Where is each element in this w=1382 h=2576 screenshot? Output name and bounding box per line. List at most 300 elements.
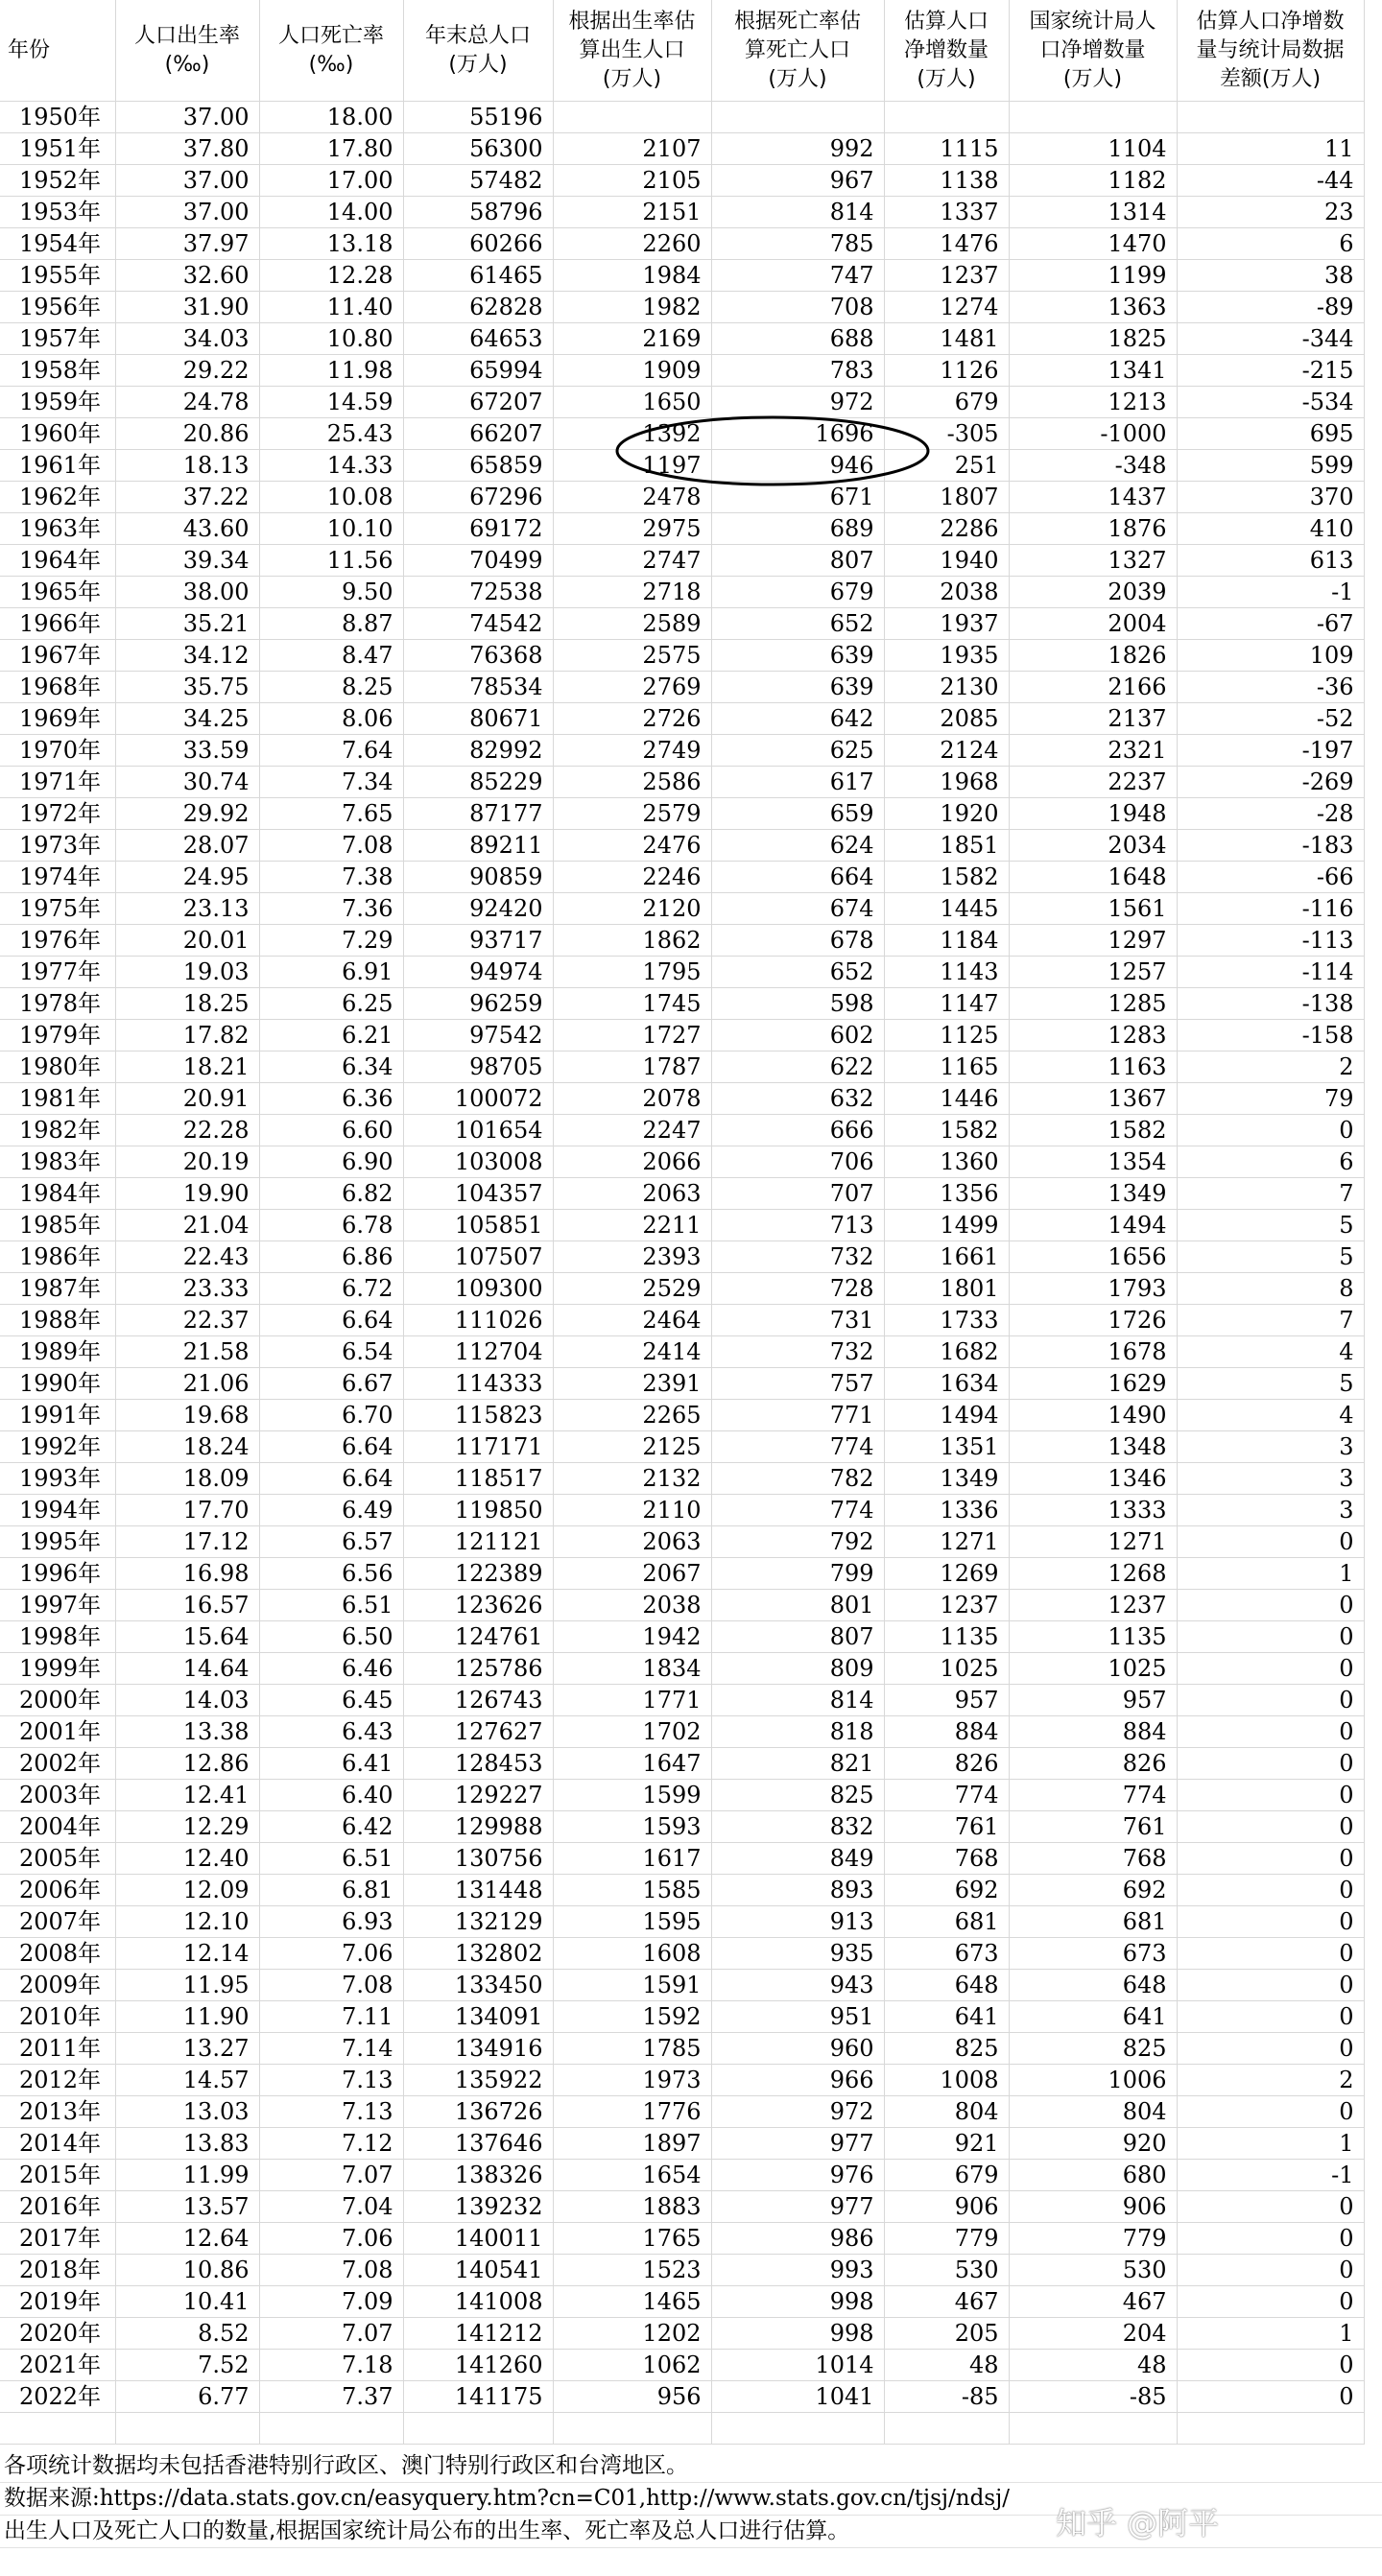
data-cell: 779 [884,2223,1009,2255]
data-cell: 1648 [1009,862,1177,893]
data-cell: 14.00 [259,197,403,228]
data-cell: 17.70 [115,1495,259,1526]
year-cell: 1972年 [0,798,115,830]
data-cell: 2414 [553,1336,711,1368]
data-cell: 1349 [1009,1178,1177,1210]
column-header-line: 年份 [8,37,51,62]
data-cell: 7.09 [259,2286,403,2318]
data-cell: 3 [1177,1431,1364,1463]
data-cell: 139232 [403,2191,553,2223]
data-cell: 67207 [403,387,553,418]
data-cell: 1041 [711,2381,884,2413]
data-cell: 6.86 [259,1241,403,1273]
data-cell: -344 [1177,323,1364,355]
data-cell: 2393 [553,1241,711,1273]
data-cell: -85 [1009,2381,1177,2413]
data-cell: 801 [711,1590,884,1621]
data-cell: 1445 [884,893,1009,925]
table-row [0,1716,1364,1748]
note-source: 数据来源:https://data.stats.gov.cn/easyquery.htm?cn=C01,http://www.stats.gov.cn/tjsj/ndsj/ [0,2483,1382,2516]
data-cell: 530 [884,2255,1009,2286]
column-header-line: 估算人口 [903,9,989,34]
data-cell: 943 [711,1970,884,2001]
data-cell: 2034 [1009,830,1177,862]
data-cell: 6.42 [259,1811,403,1843]
data-cell: 2124 [884,735,1009,767]
data-cell: 138326 [403,2160,553,2191]
data-cell: 21.04 [115,1210,259,1241]
table-row [0,2318,1364,2350]
data-cell: 7.29 [259,925,403,957]
data-cell: 7.13 [259,2096,403,2128]
table-row [0,1970,1364,2001]
year-cell: 1955年 [0,260,115,292]
data-cell: 825 [711,1780,884,1811]
data-cell: 1367 [1009,1083,1177,1115]
table-row [0,545,1364,577]
data-cell: 652 [711,608,884,640]
data-cell: 602 [711,1020,884,1052]
year-cell: 1953年 [0,197,115,228]
data-cell: 814 [711,197,884,228]
table-row [0,1558,1364,1590]
empty-cell [884,2413,1009,2445]
year-cell: 1965年 [0,577,115,608]
data-cell: 757 [711,1368,884,1400]
data-cell: 16.57 [115,1590,259,1621]
data-cell: 1682 [884,1336,1009,1368]
data-cell: 1599 [553,1780,711,1811]
data-cell: 774 [711,1495,884,1526]
data-cell: 34.25 [115,703,259,735]
data-cell: -305 [884,418,1009,450]
data-cell: -138 [1177,988,1364,1020]
data-cell: 126743 [403,1685,553,1716]
data-cell: 2063 [553,1526,711,1558]
data-cell: 1465 [553,2286,711,2318]
table-row [0,735,1364,767]
data-cell: 2476 [553,830,711,862]
data-cell: 2004 [1009,608,1177,640]
data-cell: 123626 [403,1590,553,1621]
data-cell: -89 [1177,292,1364,323]
data-cell: 681 [1009,1906,1177,1938]
data-cell: 1785 [553,2033,711,2065]
data-cell: 1 [1177,1558,1364,1590]
year-cell: 1979年 [0,1020,115,1052]
data-cell: 7.38 [259,862,403,893]
data-cell: 11.99 [115,2160,259,2191]
data-cell: 1617 [553,1843,711,1875]
column-header-8 [1177,0,1364,102]
data-cell: 125786 [403,1653,553,1685]
data-cell: 14.33 [259,450,403,482]
data-cell: 1582 [1009,1115,1177,1146]
table-row [0,1368,1364,1400]
data-cell: 6.49 [259,1495,403,1526]
data-cell: 135922 [403,2065,553,2096]
data-cell: 67296 [403,482,553,513]
data-cell: 7.11 [259,2001,403,2033]
data-cell: 10.86 [115,2255,259,2286]
data-cell: 251 [884,450,1009,482]
data-cell: 205 [884,2318,1009,2350]
data-cell: 1909 [553,355,711,387]
data-cell: 7.36 [259,893,403,925]
data-cell: 707 [711,1178,884,1210]
data-cell: 124761 [403,1621,553,1653]
data-cell: 6.40 [259,1780,403,1811]
data-cell: 1561 [1009,893,1177,925]
data-cell: 19.68 [115,1400,259,1431]
year-cell: 1963年 [0,513,115,545]
data-cell: 7.08 [259,2255,403,2286]
data-cell: 648 [884,1970,1009,2001]
table-row [0,355,1364,387]
data-cell: 6.64 [259,1431,403,1463]
data-cell: 17.80 [259,133,403,165]
data-cell: 2039 [1009,577,1177,608]
data-cell: 17.12 [115,1526,259,1558]
data-cell: 24.95 [115,862,259,893]
data-cell: 1765 [553,2223,711,2255]
data-cell: -158 [1177,1020,1364,1052]
data-cell: 1025 [884,1653,1009,1685]
data-cell: 951 [711,2001,884,2033]
data-cell: 695 [1177,418,1364,450]
data-cell: 957 [1009,1685,1177,1716]
data-cell: 6.51 [259,1590,403,1621]
data-cell: 11.98 [259,355,403,387]
empty-row [0,2413,1364,2445]
data-cell: 1006 [1009,2065,1177,2096]
table-row [0,672,1364,703]
data-cell: 0 [1177,1970,1364,2001]
table-row [0,1431,1364,1463]
data-cell: 37.22 [115,482,259,513]
data-cell: 20.19 [115,1146,259,1178]
empty-cell [259,2413,403,2445]
data-cell: 998 [711,2286,884,2318]
data-cell: 2575 [553,640,711,672]
data-cell: 8.47 [259,640,403,672]
data-cell: 1702 [553,1716,711,1748]
data-cell: 6.25 [259,988,403,1020]
data-cell: 70499 [403,545,553,577]
data-cell: 1935 [884,640,1009,672]
data-cell: 713 [711,1210,884,1241]
data-cell: 122389 [403,1558,553,1590]
table-row [0,1875,1364,1906]
data-cell: 65994 [403,355,553,387]
data-cell [1009,102,1177,133]
data-cell: 136726 [403,2096,553,2128]
data-cell: 884 [884,1716,1009,1748]
data-cell: 20.01 [115,925,259,957]
data-cell: 12.10 [115,1906,259,1938]
data-cell: 761 [1009,1811,1177,1843]
data-cell: 1593 [553,1811,711,1843]
data-cell: 960 [711,2033,884,2065]
data-cell: 814 [711,1685,884,1716]
year-cell: 1984年 [0,1178,115,1210]
column-header-6 [884,0,1009,102]
data-cell: 679 [884,387,1009,418]
data-cell: 692 [884,1875,1009,1906]
data-cell: 1726 [1009,1305,1177,1336]
table-row [0,1906,1364,1938]
data-cell: 2247 [553,1115,711,1146]
data-cell: 1237 [884,1590,1009,1621]
data-cell: 818 [711,1716,884,1748]
data-cell: 12.41 [115,1780,259,1811]
column-header-3 [403,0,553,102]
data-cell: 530 [1009,2255,1177,2286]
data-cell: 1494 [1009,1210,1177,1241]
data-cell: 825 [1009,2033,1177,2065]
data-cell: 31.90 [115,292,259,323]
year-cell: 1977年 [0,957,115,988]
data-cell: 21.58 [115,1336,259,1368]
data-cell: 1025 [1009,1653,1177,1685]
data-cell: 0 [1177,1748,1364,1780]
data-cell: 681 [884,1906,1009,1938]
data-cell: 1654 [553,2160,711,2191]
data-cell: 2464 [553,1305,711,1336]
table-row [0,703,1364,735]
empty-cell [1009,2413,1177,2445]
empty-cell [403,2413,553,2445]
data-cell [884,102,1009,133]
data-cell: 6.21 [259,1020,403,1052]
data-cell: 105851 [403,1210,553,1241]
table-row [0,1621,1364,1653]
year-cell: 1986年 [0,1241,115,1273]
data-cell: 1360 [884,1146,1009,1178]
table-row [0,767,1364,798]
table-row [0,165,1364,197]
year-cell: 1995年 [0,1526,115,1558]
data-cell: 6.77 [115,2381,259,2413]
year-cell: 2014年 [0,2128,115,2160]
year-cell: 1988年 [0,1305,115,1336]
data-cell: 1283 [1009,1020,1177,1052]
data-cell: 731 [711,1305,884,1336]
data-cell: 2132 [553,1463,711,1495]
data-cell: 14.57 [115,2065,259,2096]
data-cell: 79 [1177,1083,1364,1115]
table-row [0,830,1364,862]
data-cell: -116 [1177,893,1364,925]
data-cell: 967 [711,165,884,197]
column-header-line: (万人) [917,66,976,91]
table-row [0,418,1364,450]
data-cell: 2066 [553,1146,711,1178]
data-cell: 8.06 [259,703,403,735]
data-cell: 599 [1177,450,1364,482]
data-cell: 2726 [553,703,711,735]
data-cell: 133450 [403,1970,553,2001]
year-cell: 1971年 [0,767,115,798]
data-cell: 2237 [1009,767,1177,798]
data-cell: 832 [711,1811,884,1843]
data-cell: 11.40 [259,292,403,323]
data-cell: 1104 [1009,133,1177,165]
data-cell: 689 [711,513,884,545]
data-cell: 14.03 [115,1685,259,1716]
year-cell: 2016年 [0,2191,115,2223]
empty-cell [1177,2413,1364,2445]
data-cell: 97542 [403,1020,553,1052]
data-cell: 55196 [403,102,553,133]
data-cell: 913 [711,1906,884,1938]
table-row [0,988,1364,1020]
data-cell: 1481 [884,323,1009,355]
data-cell: 673 [884,1938,1009,1970]
data-cell: 17.82 [115,1020,259,1052]
table-row [0,925,1364,957]
data-cell: 1138 [884,165,1009,197]
data-cell: 1940 [884,545,1009,577]
table-row [0,1020,1364,1052]
data-cell: 1354 [1009,1146,1177,1178]
data-cell: 87177 [403,798,553,830]
data-cell: 2110 [553,1495,711,1526]
data-cell: 1591 [553,1970,711,2001]
data-cell: 1346 [1009,1463,1177,1495]
data-cell: 410 [1177,513,1364,545]
data-cell: 1184 [884,925,1009,957]
year-cell: 1989年 [0,1336,115,1368]
data-cell: 13.83 [115,2128,259,2160]
data-cell: 6.45 [259,1685,403,1716]
data-cell: 664 [711,862,884,893]
data-cell: 0 [1177,1906,1364,1938]
empty-cell [0,2413,115,2445]
year-cell: 2018年 [0,2255,115,2286]
data-cell: 8.52 [115,2318,259,2350]
column-header-line: 人口死亡率 [277,23,384,48]
data-cell: 1592 [553,2001,711,2033]
data-cell: 119850 [403,1495,553,1526]
data-cell: 7.65 [259,798,403,830]
data-cell: 12.40 [115,1843,259,1875]
data-cell: 141008 [403,2286,553,2318]
data-cell: 1920 [884,798,1009,830]
data-cell: 22.43 [115,1241,259,1273]
column-header-line: (万人) [1062,66,1123,91]
data-cell: 2085 [884,703,1009,735]
data-cell: 370 [1177,482,1364,513]
data-cell: 37.80 [115,133,259,165]
data-cell: -28 [1177,798,1364,830]
data-cell: 0 [1177,1875,1364,1906]
data-cell: 7 [1177,1178,1364,1210]
data-cell: 1733 [884,1305,1009,1336]
data-cell: 64653 [403,323,553,355]
data-cell: 7.08 [259,1970,403,2001]
column-header-7 [1009,0,1177,102]
data-cell: 30.74 [115,767,259,798]
year-cell: 1981年 [0,1083,115,1115]
data-cell: 6.54 [259,1336,403,1368]
data-cell: -44 [1177,165,1364,197]
note-method: 出生人口及死亡人口的数量,根据国家统计局公布的出生率、死亡率及总人口进行估算。 [0,2516,1382,2548]
data-cell: 2586 [553,767,711,798]
data-cell: 1745 [553,988,711,1020]
data-cell: 826 [1009,1748,1177,1780]
column-header-line: 根据死亡率估 [733,9,861,34]
data-cell: 2246 [553,862,711,893]
data-cell: 1876 [1009,513,1177,545]
data-cell: 131448 [403,1875,553,1906]
data-cell: 12.14 [115,1938,259,1970]
data-cell: 0 [1177,1653,1364,1685]
data-cell: 1727 [553,1020,711,1052]
data-cell: 6.41 [259,1748,403,1780]
year-cell: 1998年 [0,1621,115,1653]
year-cell: 1968年 [0,672,115,703]
data-cell: -1 [1177,2160,1364,2191]
table-row [0,482,1364,513]
data-cell: 1269 [884,1558,1009,1590]
data-cell: 7.06 [259,1938,403,1970]
data-cell: 1942 [553,1621,711,1653]
data-cell: 6.93 [259,1906,403,1938]
data-cell: -66 [1177,862,1364,893]
column-header-line: 净增数量 [903,37,989,62]
column-header-line: 算出生人口 [579,37,685,62]
data-cell [1177,102,1364,133]
data-cell: 10.10 [259,513,403,545]
data-cell: 2260 [553,228,711,260]
data-cell: 2169 [553,323,711,355]
table-row [0,2381,1364,2413]
data-cell: 6.70 [259,1400,403,1431]
data-cell: 7.07 [259,2160,403,2191]
data-cell: 132129 [403,1906,553,1938]
table-row [0,2096,1364,2128]
year-cell: 2001年 [0,1716,115,1748]
table-row [0,323,1364,355]
data-cell: 134091 [403,2001,553,2033]
data-cell: 2078 [553,1083,711,1115]
data-cell: 1807 [884,482,1009,513]
data-cell: 37.00 [115,197,259,228]
data-cell: 0 [1177,2191,1364,2223]
data-cell: 1499 [884,1210,1009,1241]
table-row [0,2255,1364,2286]
data-cell: 1825 [1009,323,1177,355]
data-cell: 1135 [1009,1621,1177,1653]
data-cell: 39.34 [115,545,259,577]
data-cell: 1351 [884,1431,1009,1463]
table-row [0,1938,1364,1970]
data-cell: 706 [711,1146,884,1178]
data-cell: 0 [1177,2223,1364,2255]
data-cell: 1337 [884,197,1009,228]
table-row [0,1336,1364,1368]
table-row [0,1210,1364,1241]
data-cell: 2478 [553,482,711,513]
data-cell: 799 [711,1558,884,1590]
data-cell: 6.90 [259,1146,403,1178]
data-cell: 804 [884,2096,1009,2128]
data-cell: 18.09 [115,1463,259,1495]
data-cell: 1795 [553,957,711,988]
data-cell: 4 [1177,1336,1364,1368]
data-cell: 23.13 [115,893,259,925]
